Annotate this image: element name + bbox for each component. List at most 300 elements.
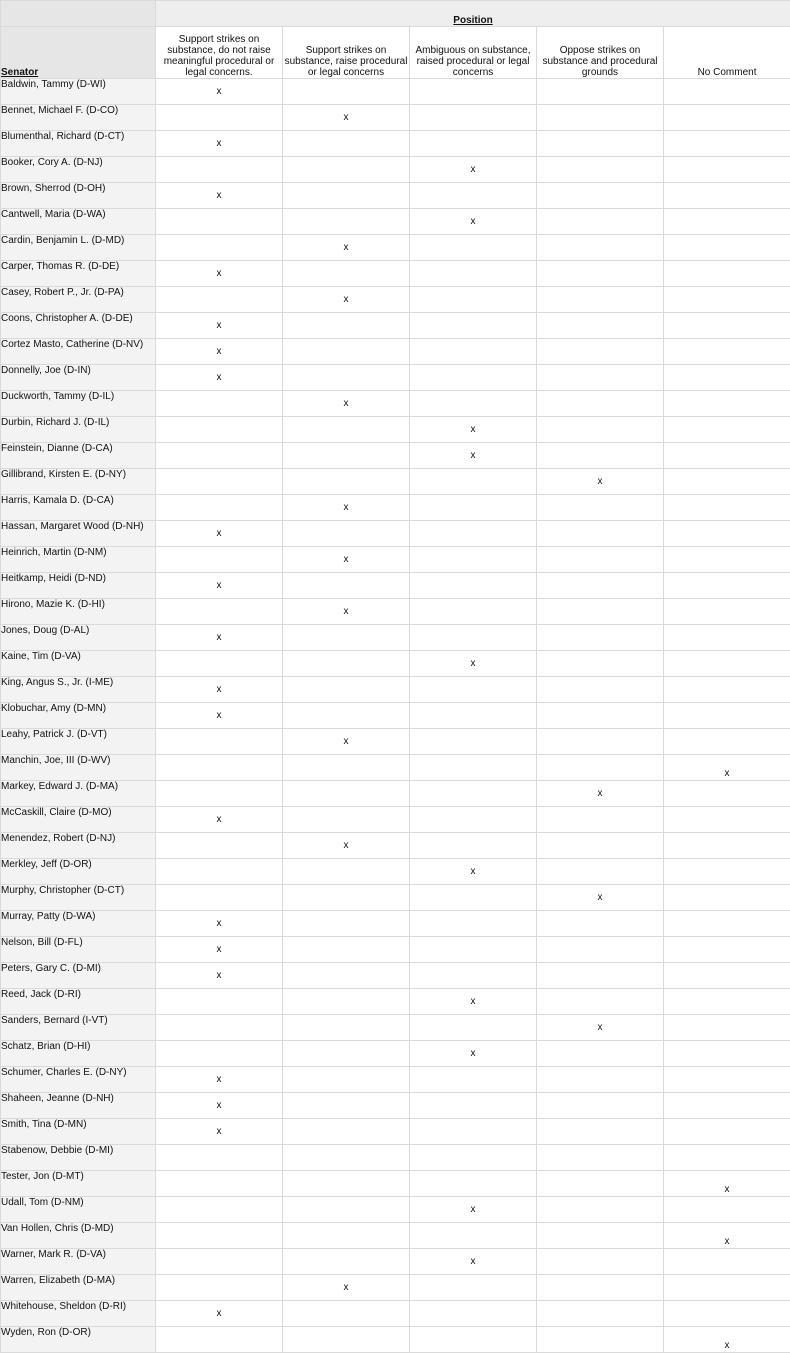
- position-cell-ambiguous: [410, 105, 537, 131]
- senator-name: Reed, Jack (D-RI): [1, 989, 156, 1015]
- table-row: [1, 79, 790, 105]
- position-cell-ambiguous: [410, 443, 537, 469]
- position-cell-support-no-concerns: [156, 1197, 283, 1223]
- position-cell-no-comment: [664, 183, 790, 209]
- position-cell-no-comment: [664, 1223, 790, 1249]
- position-cell-ambiguous: [410, 807, 537, 833]
- position-cell-support-no-concerns: [156, 1145, 283, 1171]
- table-row: [1, 1067, 790, 1093]
- position-cell-no-comment: [664, 313, 790, 339]
- position-cell-support-with-concerns: [283, 859, 410, 885]
- position-cell-support-no-concerns: [156, 131, 283, 157]
- position-cell-support-no-concerns: [156, 807, 283, 833]
- position-mark: x: [598, 1022, 603, 1033]
- senator-name: Peters, Gary C. (D-MI): [1, 963, 156, 989]
- position-cell-oppose: [537, 599, 664, 625]
- table-row: [1, 963, 790, 989]
- senator-name: Booker, Cory A. (D-NJ): [1, 157, 156, 183]
- position-cell-support-with-concerns: [283, 1067, 410, 1093]
- position-cell-no-comment: [664, 1249, 790, 1275]
- table-row: [1, 261, 790, 287]
- position-cell-oppose: [537, 885, 664, 911]
- position-cell-support-with-concerns: [283, 79, 410, 105]
- position-cell-ambiguous: [410, 781, 537, 807]
- position-mark: x: [344, 112, 349, 123]
- position-cell-oppose: [537, 1301, 664, 1327]
- position-mark: x: [725, 1340, 730, 1351]
- senator-name: Warren, Elizabeth (D-MA): [1, 1275, 156, 1301]
- position-cell-support-no-concerns: [156, 937, 283, 963]
- table-row: [1, 469, 790, 495]
- position-mark: x: [217, 918, 222, 929]
- position-cell-support-with-concerns: [283, 885, 410, 911]
- position-cell-oppose: [537, 677, 664, 703]
- position-cell-support-no-concerns: [156, 547, 283, 573]
- position-cell-oppose: [537, 703, 664, 729]
- position-cell-oppose: [537, 989, 664, 1015]
- position-cell-support-no-concerns: [156, 391, 283, 417]
- senator-name: Duckworth, Tammy (D-IL): [1, 391, 156, 417]
- position-mark: x: [217, 632, 222, 643]
- senator-name: McCaskill, Claire (D-MO): [1, 807, 156, 833]
- position-cell-ambiguous: [410, 703, 537, 729]
- table-row: [1, 235, 790, 261]
- senator-name: Leahy, Patrick J. (D-VT): [1, 729, 156, 755]
- position-cell-ambiguous: [410, 261, 537, 287]
- senator-name: King, Angus S., Jr. (I-ME): [1, 677, 156, 703]
- position-cell-ambiguous: [410, 1067, 537, 1093]
- position-cell-ambiguous: [410, 1145, 537, 1171]
- position-cell-support-with-concerns: [283, 729, 410, 755]
- table-body: [1, 79, 790, 1353]
- position-mark: x: [471, 450, 476, 461]
- position-cell-no-comment: [664, 1301, 790, 1327]
- table-row: [1, 1015, 790, 1041]
- position-cell-ambiguous: [410, 495, 537, 521]
- position-cell-oppose: [537, 625, 664, 651]
- table-row: [1, 781, 790, 807]
- position-cell-oppose: [537, 781, 664, 807]
- position-cell-support-no-concerns: [156, 79, 283, 105]
- position-cell-oppose: [537, 963, 664, 989]
- position-mark: x: [471, 1048, 476, 1059]
- table-row: [1, 703, 790, 729]
- position-cell-ambiguous: [410, 287, 537, 313]
- position-cell-oppose: [537, 1249, 664, 1275]
- position-cell-ambiguous: [410, 157, 537, 183]
- position-cell-support-no-concerns: [156, 755, 283, 781]
- senator-name: Tester, Jon (D-MT): [1, 1171, 156, 1197]
- position-cell-oppose: [537, 391, 664, 417]
- position-mark: x: [217, 1074, 222, 1085]
- position-cell-ambiguous: [410, 1171, 537, 1197]
- position-cell-support-with-concerns: [283, 443, 410, 469]
- position-mark: x: [344, 1282, 349, 1293]
- position-cell-support-no-concerns: [156, 1327, 283, 1353]
- position-cell-support-with-concerns: [283, 339, 410, 365]
- position-cell-no-comment: [664, 1067, 790, 1093]
- senator-name: Casey, Robert P., Jr. (D-PA): [1, 287, 156, 313]
- position-cell-support-with-concerns: [283, 1015, 410, 1041]
- position-mark: x: [344, 242, 349, 253]
- position-cell-support-no-concerns: [156, 1067, 283, 1093]
- position-cell-oppose: [537, 1015, 664, 1041]
- table-row: [1, 547, 790, 573]
- position-cell-support-with-concerns: [283, 313, 410, 339]
- position-cell-ambiguous: [410, 1275, 537, 1301]
- position-cell-ambiguous: [410, 131, 537, 157]
- position-cell-oppose: [537, 1171, 664, 1197]
- position-cell-oppose: [537, 521, 664, 547]
- position-cell-oppose: [537, 729, 664, 755]
- position-cell-oppose: [537, 261, 664, 287]
- position-cell-no-comment: [664, 287, 790, 313]
- position-cell-no-comment: [664, 781, 790, 807]
- position-mark: x: [217, 944, 222, 955]
- position-cell-support-with-concerns: [283, 1145, 410, 1171]
- table-row: [1, 1093, 790, 1119]
- position-cell-support-with-concerns: [283, 703, 410, 729]
- position-mark: x: [471, 996, 476, 1007]
- senator-name: Durbin, Richard J. (D-IL): [1, 417, 156, 443]
- position-cell-support-no-concerns: [156, 469, 283, 495]
- senator-name: Klobuchar, Amy (D-MN): [1, 703, 156, 729]
- position-cell-support-no-concerns: [156, 183, 283, 209]
- position-cell-support-no-concerns: [156, 911, 283, 937]
- position-mark: x: [471, 424, 476, 435]
- position-mark: x: [217, 528, 222, 539]
- table-row: [1, 677, 790, 703]
- position-cell-no-comment: [664, 755, 790, 781]
- table-row: [1, 573, 790, 599]
- position-cell-oppose: [537, 573, 664, 599]
- position-mark: x: [344, 398, 349, 409]
- position-mark: x: [217, 710, 222, 721]
- position-mark: x: [344, 606, 349, 617]
- position-cell-ambiguous: [410, 833, 537, 859]
- position-cell-oppose: [537, 235, 664, 261]
- table-row: [1, 937, 790, 963]
- position-cell-oppose: [537, 287, 664, 313]
- position-mark: x: [217, 190, 222, 201]
- table-row: [1, 833, 790, 859]
- position-mark: x: [217, 86, 222, 97]
- position-cell-support-with-concerns: [283, 183, 410, 209]
- table-row: [1, 729, 790, 755]
- position-cell-support-with-concerns: [283, 1223, 410, 1249]
- position-cell-support-no-concerns: [156, 1223, 283, 1249]
- position-mark: x: [344, 502, 349, 513]
- position-cell-no-comment: [664, 573, 790, 599]
- senator-name: Gillibrand, Kirsten E. (D-NY): [1, 469, 156, 495]
- position-cell-oppose: [537, 313, 664, 339]
- table-row: [1, 1301, 790, 1327]
- position-cell-no-comment: [664, 105, 790, 131]
- position-cell-ambiguous: [410, 1301, 537, 1327]
- position-cell-oppose: [537, 911, 664, 937]
- table-row: [1, 131, 790, 157]
- position-cell-support-with-concerns: [283, 157, 410, 183]
- position-cell-ambiguous: [410, 937, 537, 963]
- position-cell-no-comment: [664, 859, 790, 885]
- table-row: [1, 859, 790, 885]
- table-row: [1, 1197, 790, 1223]
- position-cell-oppose: [537, 157, 664, 183]
- position-cell-support-no-concerns: [156, 365, 283, 391]
- position-cell-no-comment: [664, 911, 790, 937]
- column-header-no-comment: No Comment: [664, 27, 790, 79]
- senator-name: Feinstein, Dianne (D-CA): [1, 443, 156, 469]
- senator-name: Murphy, Christopher (D-CT): [1, 885, 156, 911]
- position-cell-support-with-concerns: [283, 1197, 410, 1223]
- position-cell-oppose: [537, 417, 664, 443]
- position-cell-oppose: [537, 1145, 664, 1171]
- position-cell-no-comment: [664, 391, 790, 417]
- position-cell-no-comment: [664, 79, 790, 105]
- position-cell-oppose: [537, 1275, 664, 1301]
- position-cell-oppose: [537, 79, 664, 105]
- position-mark: x: [217, 138, 222, 149]
- position-mark: x: [217, 1308, 222, 1319]
- position-mark: x: [471, 866, 476, 877]
- header-row-columns: [1, 27, 790, 79]
- position-cell-no-comment: [664, 495, 790, 521]
- position-cell-support-no-concerns: [156, 651, 283, 677]
- position-cell-oppose: [537, 1119, 664, 1145]
- table-row: [1, 651, 790, 677]
- position-cell-no-comment: [664, 131, 790, 157]
- position-cell-support-no-concerns: [156, 1275, 283, 1301]
- senator-name: Cardin, Benjamin L. (D-MD): [1, 235, 156, 261]
- position-cell-support-no-concerns: [156, 521, 283, 547]
- position-mark: x: [217, 970, 222, 981]
- table-row: [1, 1249, 790, 1275]
- position-cell-no-comment: [664, 1171, 790, 1197]
- position-cell-oppose: [537, 443, 664, 469]
- senator-name: Schatz, Brian (D-HI): [1, 1041, 156, 1067]
- table-row: [1, 911, 790, 937]
- position-cell-no-comment: [664, 937, 790, 963]
- position-cell-oppose: [537, 469, 664, 495]
- position-mark: x: [471, 658, 476, 669]
- position-cell-support-no-concerns: [156, 235, 283, 261]
- senator-name: Kaine, Tim (D-VA): [1, 651, 156, 677]
- position-cell-support-no-concerns: [156, 1119, 283, 1145]
- position-mark: x: [598, 892, 603, 903]
- table-row: [1, 885, 790, 911]
- position-cell-support-no-concerns: [156, 625, 283, 651]
- position-mark: x: [217, 268, 222, 279]
- table-row: [1, 807, 790, 833]
- position-cell-no-comment: [664, 365, 790, 391]
- position-cell-support-with-concerns: [283, 1275, 410, 1301]
- position-cell-support-with-concerns: [283, 495, 410, 521]
- position-mark: x: [725, 1236, 730, 1247]
- position-cell-no-comment: [664, 339, 790, 365]
- position-mark: x: [217, 320, 222, 331]
- position-cell-oppose: [537, 209, 664, 235]
- position-cell-ambiguous: [410, 677, 537, 703]
- senator-name: Markey, Edward J. (D-MA): [1, 781, 156, 807]
- position-cell-ambiguous: [410, 1223, 537, 1249]
- position-cell-support-with-concerns: [283, 989, 410, 1015]
- position-cell-no-comment: [664, 833, 790, 859]
- position-mark: x: [598, 476, 603, 487]
- position-cell-ambiguous: [410, 1041, 537, 1067]
- position-cell-support-with-concerns: [283, 1093, 410, 1119]
- table-row: [1, 391, 790, 417]
- position-cell-support-with-concerns: [283, 807, 410, 833]
- position-cell-no-comment: [664, 1015, 790, 1041]
- senator-name: Heitkamp, Heidi (D-ND): [1, 573, 156, 599]
- position-mark: x: [471, 216, 476, 227]
- table-row: [1, 1145, 790, 1171]
- position-cell-support-no-concerns: [156, 859, 283, 885]
- position-cell-ambiguous: [410, 599, 537, 625]
- position-cell-ambiguous: [410, 989, 537, 1015]
- position-cell-support-no-concerns: [156, 1041, 283, 1067]
- column-header-support-with-concerns: Support strikes on substance, raise procedural or legal concerns: [283, 27, 410, 79]
- position-mark: x: [217, 1126, 222, 1137]
- position-cell-no-comment: [664, 807, 790, 833]
- table-row: [1, 1327, 790, 1353]
- position-cell-oppose: [537, 1223, 664, 1249]
- position-cell-ambiguous: [410, 209, 537, 235]
- position-cell-support-no-concerns: [156, 287, 283, 313]
- position-cell-support-no-concerns: [156, 703, 283, 729]
- position-cell-oppose: [537, 1197, 664, 1223]
- position-cell-support-with-concerns: [283, 1301, 410, 1327]
- position-cell-oppose: [537, 859, 664, 885]
- position-mark: x: [217, 684, 222, 695]
- senator-name: Cortez Masto, Catherine (D-NV): [1, 339, 156, 365]
- position-cell-ambiguous: [410, 911, 537, 937]
- senator-name: Sanders, Bernard (I-VT): [1, 1015, 156, 1041]
- corner-cell: [1, 1, 156, 27]
- senator-name: Hirono, Mazie K. (D-HI): [1, 599, 156, 625]
- table-row: [1, 105, 790, 131]
- position-cell-support-no-concerns: [156, 443, 283, 469]
- column-header-ambiguous: Ambiguous on substance, raised procedural or legal concerns: [410, 27, 537, 79]
- position-cell-ambiguous: [410, 235, 537, 261]
- position-cell-support-with-concerns: [283, 1327, 410, 1353]
- position-cell-oppose: [537, 339, 664, 365]
- senator-name: Schumer, Charles E. (D-NY): [1, 1067, 156, 1093]
- position-cell-support-no-concerns: [156, 105, 283, 131]
- position-cell-ambiguous: [410, 859, 537, 885]
- table-row: [1, 495, 790, 521]
- position-cell-no-comment: [664, 469, 790, 495]
- position-cell-ambiguous: [410, 651, 537, 677]
- senator-name: Brown, Sherrod (D-OH): [1, 183, 156, 209]
- position-cell-oppose: [537, 495, 664, 521]
- table-row: [1, 157, 790, 183]
- header-row-position: [1, 1, 790, 27]
- position-mark: x: [344, 294, 349, 305]
- senator-name: Shaheen, Jeanne (D-NH): [1, 1093, 156, 1119]
- position-cell-support-with-concerns: [283, 261, 410, 287]
- position-cell-support-no-concerns: [156, 1093, 283, 1119]
- position-cell-support-no-concerns: [156, 573, 283, 599]
- position-cell-no-comment: [664, 417, 790, 443]
- position-mark: x: [344, 554, 349, 565]
- table-row: [1, 1041, 790, 1067]
- position-cell-ambiguous: [410, 1197, 537, 1223]
- position-cell-ambiguous: [410, 1119, 537, 1145]
- column-header-support-no-concerns: Support strikes on substance, do not raise meaningful procedural or legal concerns.: [156, 27, 283, 79]
- position-cell-support-no-concerns: [156, 781, 283, 807]
- position-cell-support-no-concerns: [156, 157, 283, 183]
- table-row: [1, 339, 790, 365]
- position-cell-support-with-concerns: [283, 391, 410, 417]
- position-cell-support-no-concerns: [156, 209, 283, 235]
- position-cell-support-no-concerns: [156, 1171, 283, 1197]
- table-row: [1, 287, 790, 313]
- position-cell-support-with-concerns: [283, 417, 410, 443]
- table-row: [1, 599, 790, 625]
- position-cell-ambiguous: [410, 625, 537, 651]
- senator-name: Heinrich, Martin (D-NM): [1, 547, 156, 573]
- position-cell-no-comment: [664, 1093, 790, 1119]
- position-cell-support-with-concerns: [283, 287, 410, 313]
- position-mark: x: [725, 768, 730, 779]
- position-mark: x: [471, 1204, 476, 1215]
- senator-name: Smith, Tina (D-MN): [1, 1119, 156, 1145]
- table-row: [1, 313, 790, 339]
- position-cell-no-comment: [664, 963, 790, 989]
- table-row: [1, 443, 790, 469]
- position-cell-no-comment: [664, 261, 790, 287]
- position-cell-support-with-concerns: [283, 1249, 410, 1275]
- position-cell-no-comment: [664, 989, 790, 1015]
- position-header: Position: [156, 1, 790, 27]
- senator-name: Murray, Patty (D-WA): [1, 911, 156, 937]
- position-cell-support-with-concerns: [283, 963, 410, 989]
- senator-name: Manchin, Joe, III (D-WV): [1, 755, 156, 781]
- position-cell-ambiguous: [410, 183, 537, 209]
- position-cell-support-no-concerns: [156, 599, 283, 625]
- position-cell-support-with-concerns: [283, 131, 410, 157]
- position-cell-ambiguous: [410, 1327, 537, 1353]
- position-mark: x: [217, 814, 222, 825]
- position-cell-support-no-concerns: [156, 963, 283, 989]
- position-cell-no-comment: [664, 1119, 790, 1145]
- position-mark: x: [217, 1100, 222, 1111]
- position-mark: x: [344, 840, 349, 851]
- table-row: [1, 989, 790, 1015]
- position-cell-oppose: [537, 105, 664, 131]
- position-cell-support-with-concerns: [283, 911, 410, 937]
- position-cell-oppose: [537, 755, 664, 781]
- table-row: [1, 1119, 790, 1145]
- position-cell-oppose: [537, 1067, 664, 1093]
- position-cell-ambiguous: [410, 417, 537, 443]
- column-header-oppose: Oppose strikes on substance and procedural grounds: [537, 27, 664, 79]
- position-cell-ambiguous: [410, 963, 537, 989]
- position-cell-support-with-concerns: [283, 625, 410, 651]
- position-cell-support-no-concerns: [156, 1301, 283, 1327]
- senator-name: Harris, Kamala D. (D-CA): [1, 495, 156, 521]
- senator-name: Nelson, Bill (D-FL): [1, 937, 156, 963]
- position-cell-no-comment: [664, 1145, 790, 1171]
- position-mark: x: [344, 736, 349, 747]
- senator-name: Van Hollen, Chris (D-MD): [1, 1223, 156, 1249]
- position-cell-ambiguous: [410, 547, 537, 573]
- position-cell-support-no-concerns: [156, 729, 283, 755]
- position-cell-ambiguous: [410, 1093, 537, 1119]
- position-cell-support-no-concerns: [156, 885, 283, 911]
- position-cell-support-no-concerns: [156, 833, 283, 859]
